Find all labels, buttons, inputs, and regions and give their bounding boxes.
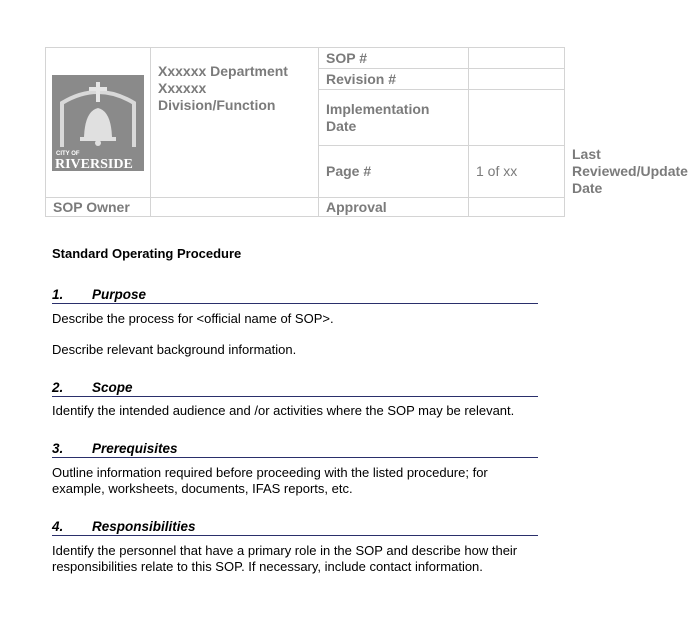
approval-value[interactable] bbox=[469, 198, 565, 217]
section-heading-prerequisites bbox=[52, 440, 538, 458]
logo-small-text: CITY OF bbox=[56, 150, 80, 157]
paragraph: Describe the process for <official name of SOP>. bbox=[52, 311, 334, 326]
page-value: 1 of xx bbox=[469, 146, 565, 198]
section-title: Purpose bbox=[92, 287, 147, 302]
paragraph: Outline information required before proceeding with the listed procedure; for example, worksheets, documents, IFAS reports, etc. bbox=[52, 465, 488, 496]
sop-owner-label: SOP Owner bbox=[46, 198, 151, 217]
section-heading-responsibilities bbox=[52, 518, 538, 536]
section-heading-purpose bbox=[52, 286, 538, 304]
sop-header-table: CITY OF RIVERSIDE Xxxxxx Department Xxxxxx Division/Function SOP # Revision # Implementation Date Page # 1 of xx Last Reviewed/Update Date SOP Owner Approval bbox=[45, 47, 565, 217]
revision-label: Revision # bbox=[319, 69, 469, 90]
page-label: Page # bbox=[319, 146, 469, 198]
section-title: Prerequisites bbox=[92, 441, 178, 456]
section-number: 4. bbox=[52, 519, 64, 534]
paragraph: Describe relevant background information. bbox=[52, 342, 297, 357]
paragraph: Identify the personnel that have a primary role in the SOP and describe how their responsibilities relate to this SOP. If necessary, include contact information. bbox=[52, 543, 518, 574]
sop-owner-value[interactable] bbox=[151, 198, 319, 217]
paragraph: Identify the intended audience and /or activities where the SOP may be relevant. bbox=[52, 403, 515, 418]
implementation-date-value[interactable] bbox=[469, 90, 565, 146]
logo-cell bbox=[46, 48, 151, 198]
document-title: Standard Operating Procedure bbox=[52, 246, 242, 261]
section-heading-scope bbox=[52, 379, 538, 397]
logo-big-text: RIVERSIDE bbox=[55, 156, 133, 172]
department-cell: Xxxxxx Department Xxxxxx Division/Function bbox=[151, 48, 319, 198]
sop-number-value[interactable] bbox=[469, 48, 565, 69]
implementation-date-label: Implementation Date bbox=[319, 90, 469, 146]
revision-value[interactable] bbox=[469, 69, 565, 90]
section-number: 1. bbox=[52, 287, 64, 302]
section-number: 3. bbox=[52, 441, 64, 456]
city-of-riverside-logo bbox=[52, 75, 144, 171]
section-number: 2. bbox=[52, 380, 64, 395]
sop-number-label: SOP # bbox=[319, 48, 469, 69]
approval-label: Approval bbox=[319, 198, 469, 217]
section-title: Scope bbox=[92, 380, 133, 395]
section-title: Responsibilities bbox=[92, 519, 196, 534]
